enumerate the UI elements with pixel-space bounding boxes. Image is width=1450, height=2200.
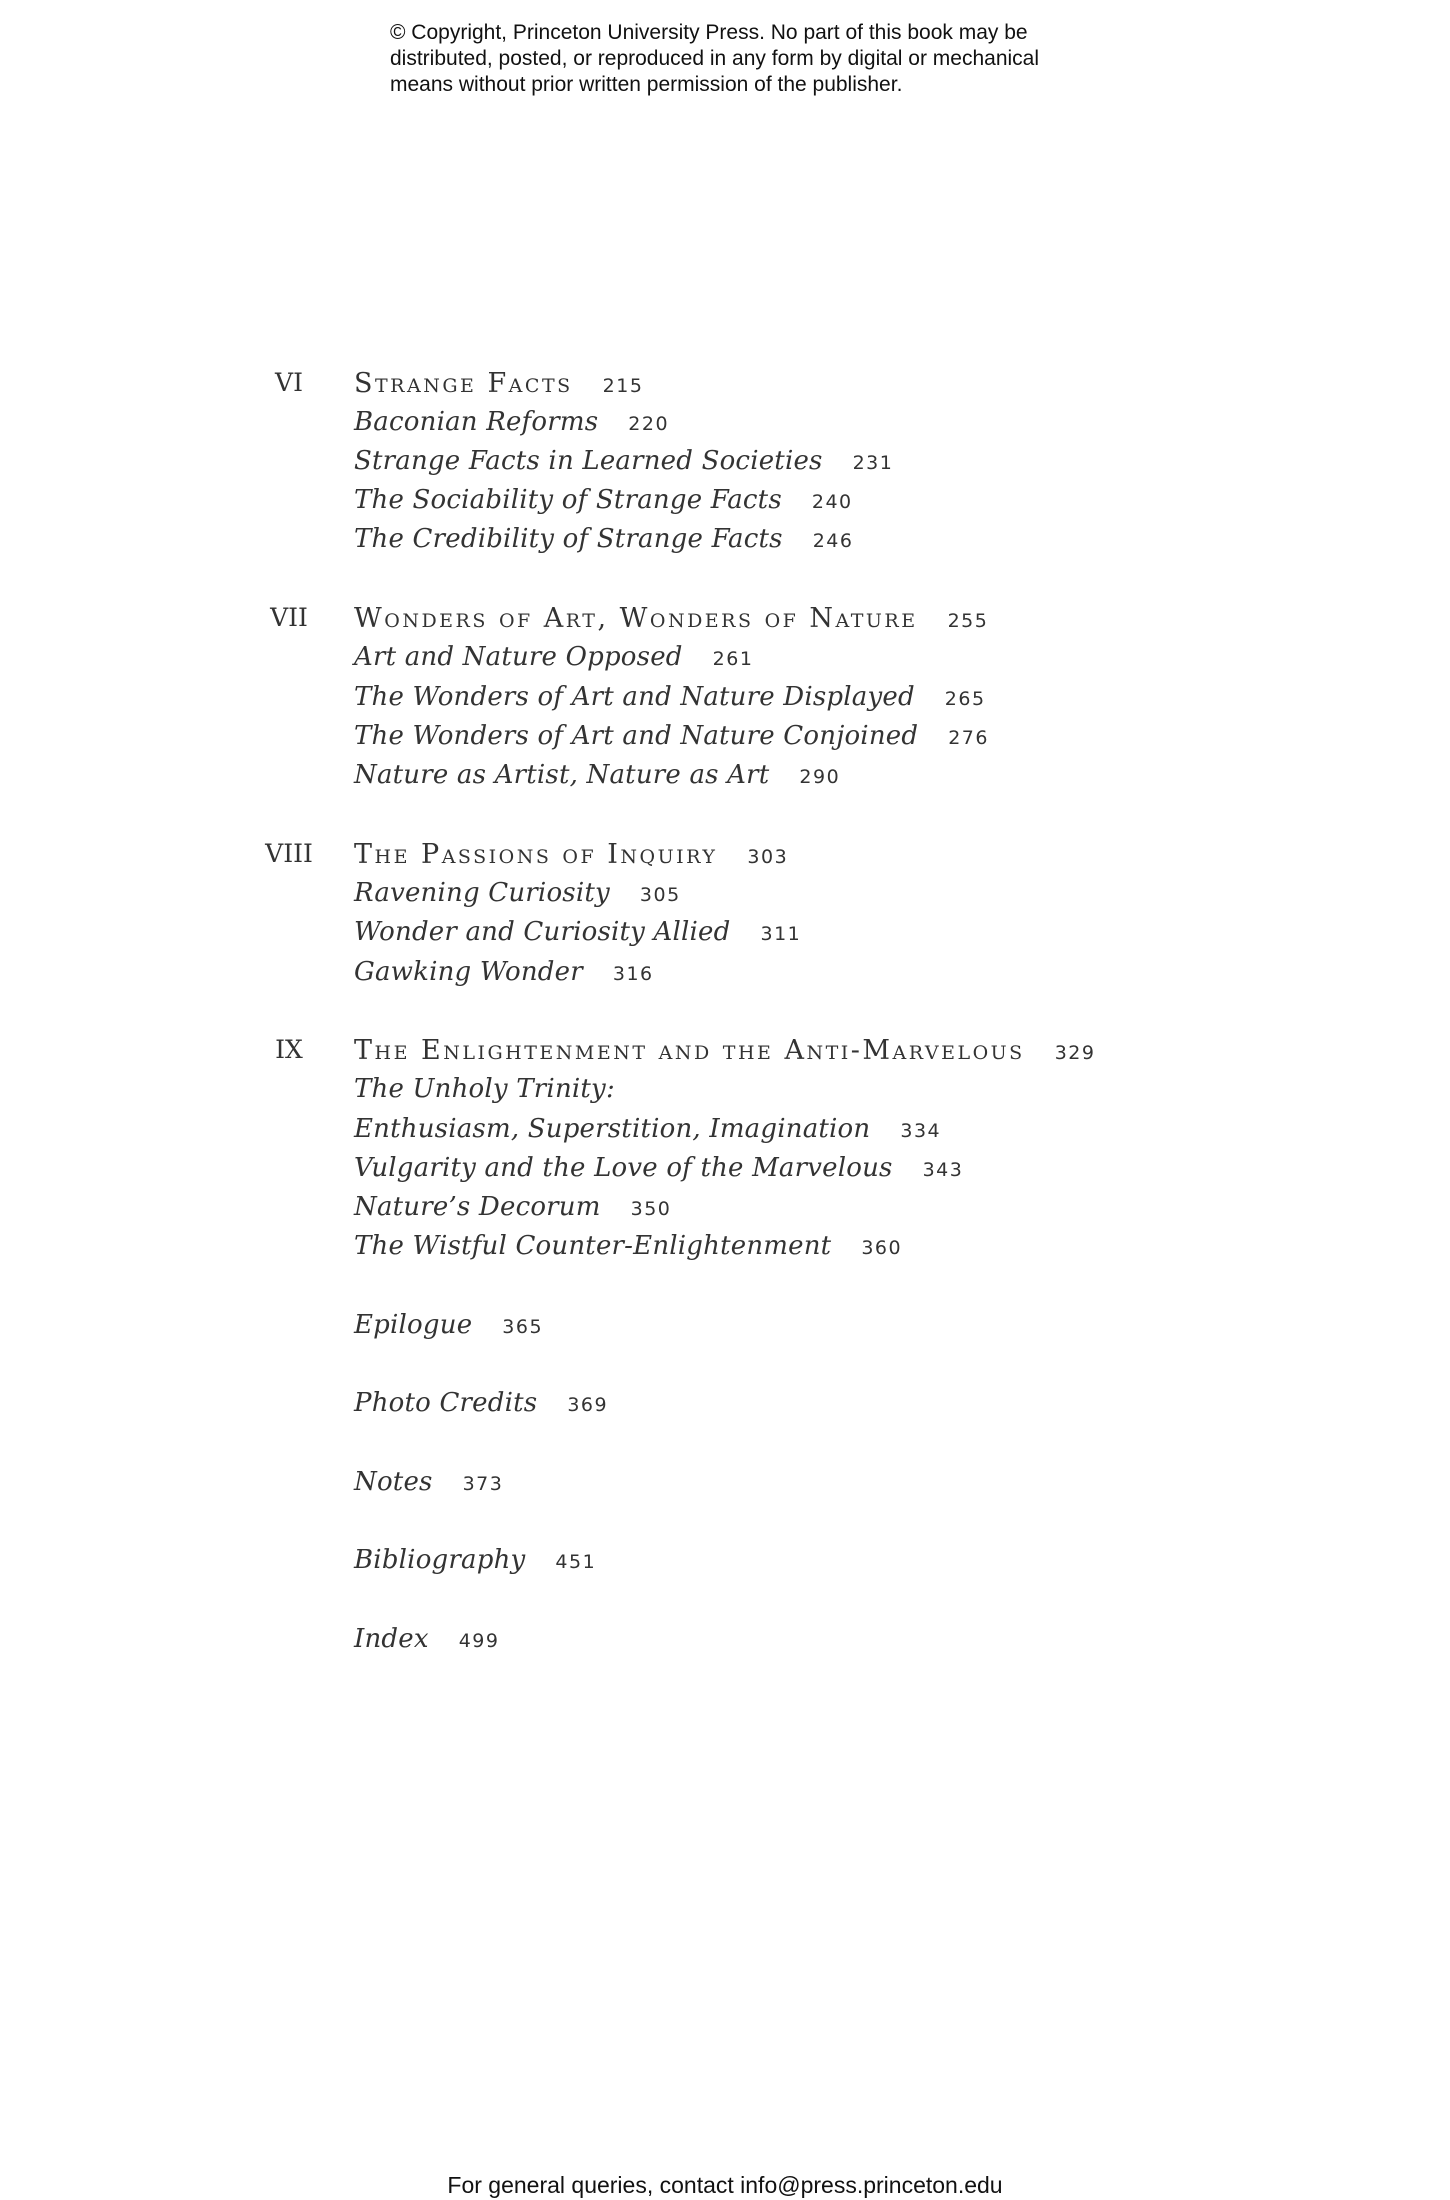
copyright-line: © Copyright, Princeton University Press. No part of this book may be [390,21,1028,44]
page-number: 365 [502,1316,544,1338]
back-matter-title: Index [354,1624,429,1654]
page-number: 311 [760,923,802,945]
chapter-title: The Passions of Inquiry [354,839,718,870]
page-number: 499 [458,1630,500,1652]
section-title: Enthusiasm, Superstition, Imagination [354,1114,871,1144]
section-title: Art and Nature Opposed [354,642,683,672]
chapter-number: VII [270,603,308,632]
footer-contact: For general queries, contact info@press.princeton.edu [447,2172,1003,2198]
back-matter-title: Photo Credits [354,1388,538,1418]
page-number: 231 [852,452,894,474]
section-title: Ravening Curiosity [354,878,610,908]
chapter-number: VI [275,368,303,397]
section-title: Nature as Artist, Nature as Art [354,760,770,790]
section-title: The Unholy Trinity: [354,1074,615,1104]
page-number: 451 [555,1551,597,1573]
section-title: The Sociability of Strange Facts [354,485,782,515]
back-matter-title: Notes [354,1467,433,1497]
section-title: The Wistful Counter-Enlightenment [354,1231,832,1261]
page-number: 360 [861,1237,903,1259]
page-number: 246 [812,530,854,552]
back-matter-title: Epilogue [354,1310,473,1340]
page-number: 329 [1054,1042,1096,1064]
section-title: Nature’s Decorum [354,1192,601,1222]
page-number: 265 [944,688,986,710]
section-title: Gawking Wonder [354,957,583,987]
page-number: 303 [747,846,789,868]
section-title: Baconian Reforms [354,407,599,437]
page-number: 334 [900,1120,942,1142]
chapter-title: The Enlightenment and the Anti-Marvelous [354,1035,1025,1066]
copyright-line: distributed, posted, or reproduced in any form by digital or mechanical [390,47,1040,70]
page-number: 316 [612,963,654,985]
chapter-number: IX [275,1035,303,1064]
section-title: Strange Facts in Learned Societies [354,446,823,476]
page-number: 255 [947,610,989,632]
section-title: The Credibility of Strange Facts [354,524,783,554]
page-number: 240 [811,491,853,513]
chapter-number: VIII [265,839,313,868]
page-number: 215 [602,375,644,397]
chapter-title: Strange Facts [354,368,573,399]
page-number: 305 [639,884,681,906]
page-number: 290 [799,766,841,788]
section-title: Wonder and Curiosity Allied [354,917,731,947]
section-title: The Wonders of Art and Nature Displayed [354,682,915,712]
page-number: 369 [567,1394,609,1416]
chapter-title: Wonders of Art, Wonders of Nature [354,603,918,634]
back-matter-title: Bibliography [354,1545,526,1575]
page-number: 343 [922,1159,964,1181]
section-title: The Wonders of Art and Nature Conjoined [354,721,919,751]
page-number: 373 [462,1473,504,1495]
copyright-line: means without prior written permission of the publisher. [390,73,903,96]
page-number: 220 [628,413,670,435]
section-title: Vulgarity and the Love of the Marvelous [354,1153,893,1183]
page-number: 350 [630,1198,672,1220]
page-number: 261 [712,648,754,670]
page-number: 276 [948,727,989,749]
